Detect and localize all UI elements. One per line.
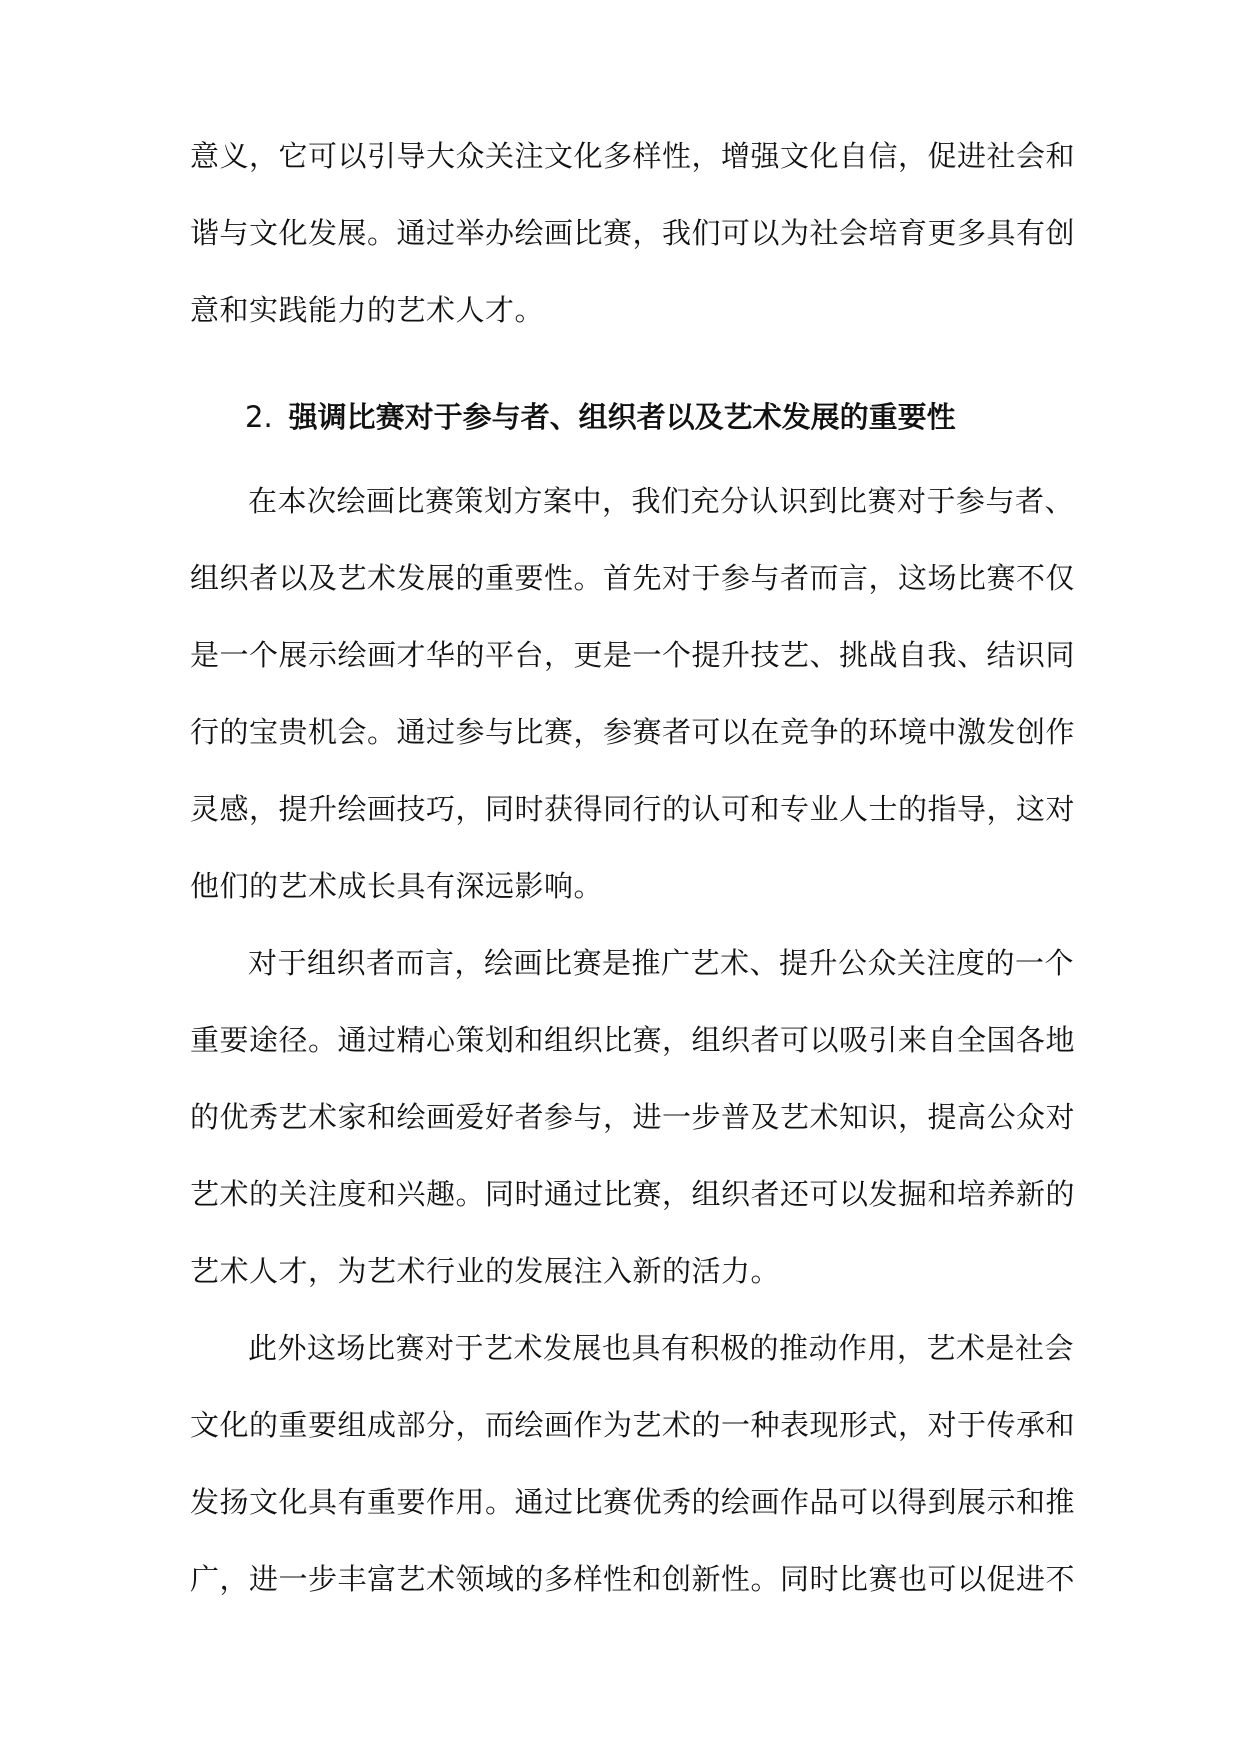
text-line: 谐与文化发展。通过举办绘画比赛，我们可以为社会培育更多具有创 <box>190 216 1076 250</box>
text-line: 广，进一步丰富艺术领域的多样性和创新性。同时比赛也可以促进不 <box>190 1562 1076 1596</box>
section-number: 2. <box>245 400 273 434</box>
text-line: 此外这场比赛对于艺术发展也具有积极的推动作用，艺术是社会 <box>248 1331 1075 1365</box>
text-line: 行的宝贵机会。通过参与比赛，参赛者可以在竞争的环境中激发创作 <box>190 715 1076 749</box>
text-line: 是一个展示绘画才华的平台，更是一个提升技艺、挑战自我、结识同 <box>190 638 1076 672</box>
text-line: 意义，它可以引导大众关注文化多样性，增强文化自信，促进社会和 <box>190 139 1076 173</box>
text-line: 在本次绘画比赛策划方案中，我们充分认识到比赛对于参与者、 <box>248 484 1075 518</box>
text-line: 灵感，提升绘画技巧，同时获得同行的认可和专业人士的指导，这对 <box>190 792 1076 826</box>
text-line: 文化的重要组成部分，而绘画作为艺术的一种表现形式，对于传承和 <box>190 1408 1076 1442</box>
text-line: 对于组织者而言，绘画比赛是推广艺术、提升公众关注度的一个 <box>248 946 1075 980</box>
text-line: 重要途径。通过精心策划和组织比赛，组织者可以吸引来自全国各地 <box>190 1023 1076 1057</box>
text-line: 意和实践能力的艺术人才。 <box>190 293 545 327</box>
section-heading <box>245 399 956 435</box>
text-line: 艺术的关注度和兴趣。同时通过比赛，组织者还可以发掘和培养新的 <box>190 1177 1076 1211</box>
section-title: 强调比赛对于参与者、组织者以及艺术发展的重要性 <box>288 400 956 434</box>
text-line: 的优秀艺术家和绘画爱好者参与，进一步普及艺术知识，提高公众对 <box>190 1100 1076 1134</box>
text-line: 发扬文化具有重要作用。通过比赛优秀的绘画作品可以得到展示和推 <box>190 1485 1076 1519</box>
text-line: 他们的艺术成长具有深远影响。 <box>190 869 604 903</box>
text-line: 组织者以及艺术发展的重要性。首先对于参与者而言，这场比赛不仅 <box>190 561 1076 595</box>
text-line: 艺术人才，为艺术行业的发展注入新的活力。 <box>190 1254 781 1288</box>
